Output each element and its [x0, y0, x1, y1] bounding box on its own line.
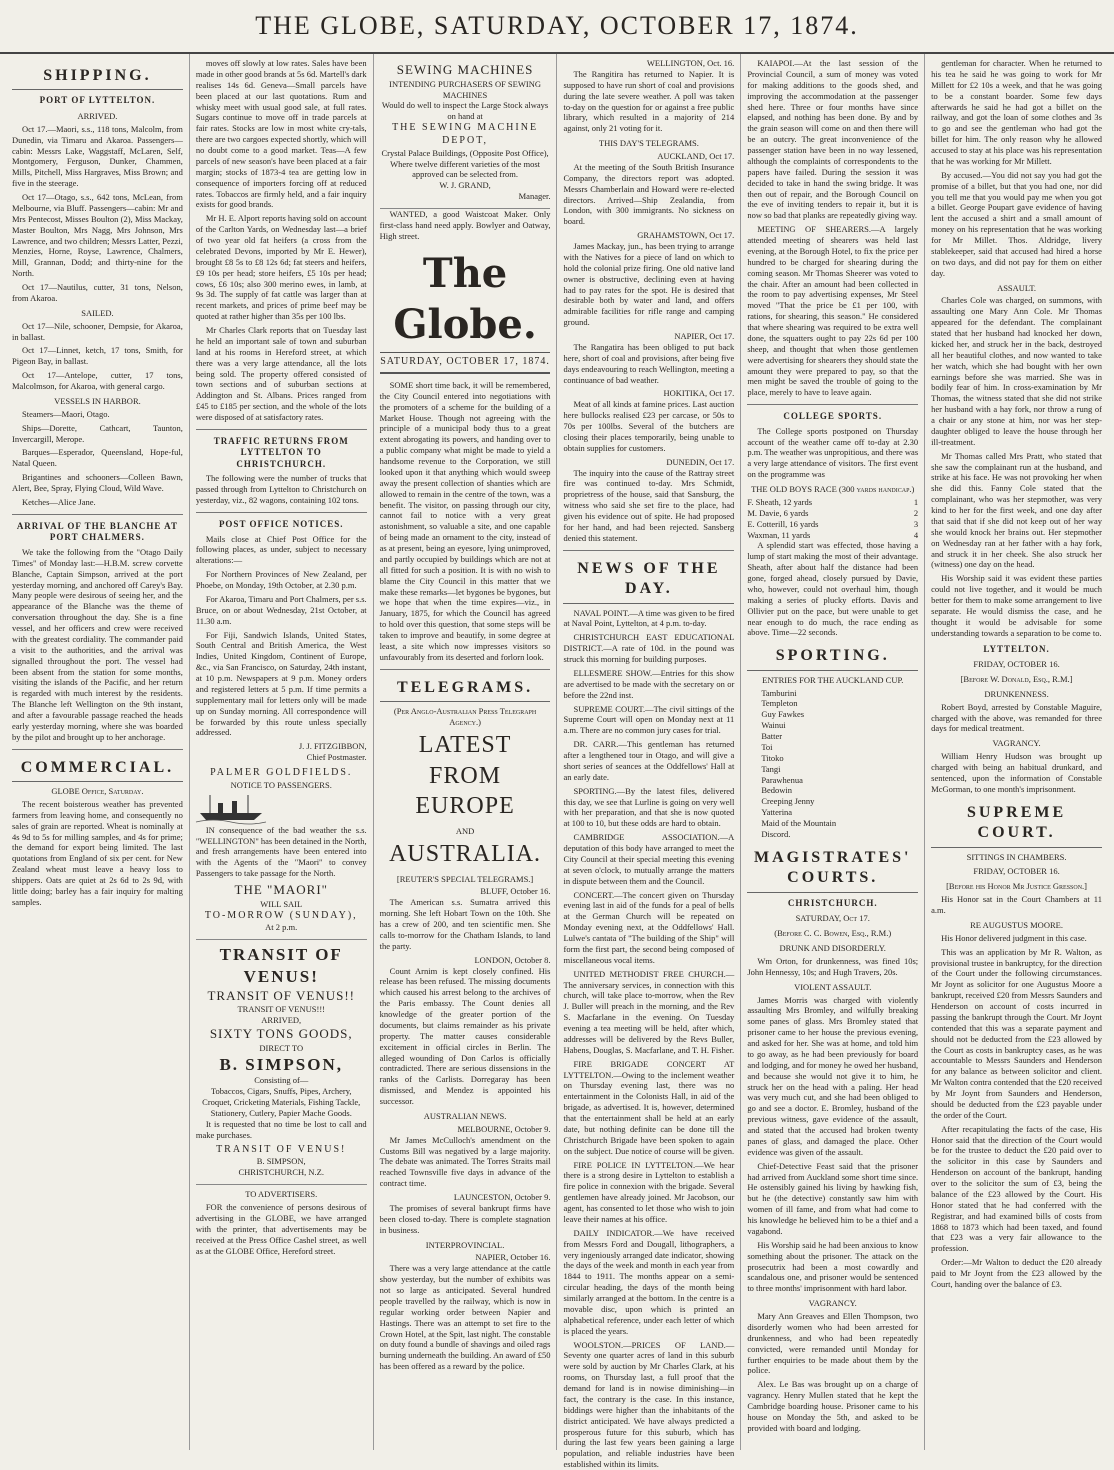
- section-title-shipping: SHIPPING.: [12, 66, 183, 90]
- article-body: There was a very large attendance at the cattle show yesterday, but the number of exhibits was not so large as anticipated. Several hundred people travelled by the railway, which is now in regular working order between Napier and Hastings. There was an attempt to set fire to the Crown Hotel, at the Spit, last night. The constable on duty found a bundle of shavings and oiled rags burning underneath the building. An award of £50 has been offered as a reward by the police.: [379, 1263, 551, 1372]
- article-body: moves off slowly at low rates. Sales have been made in other good brands at 5s 6d. Martell's dark realises 14s 6d. Geneva—Small parcels have been placed at our last quotations. Rum and whisky meet with usual good sale, at full rates. Sugars continue to move off in trade parcels at fair rates. Stocks are low in most white cry-tals, there are two cargoes expected shortly, which will no doubt come to a good market. Teas—A few parcels of new season's have been placed at a fair margin; stocks of 1873-4 tea are getting low in consequence of importers forcing off at reduced rates. Tobaccos are firmly held, and a fair inquiry exists for good brands.: [195, 58, 367, 210]
- article-body: Alex. Le Bas was brought up on a charge of vagrancy. Henry Mullen stated that he kept the Cambridge boarding house. Prisoner came to his house on Monday the 5th, and asked to be provided with board and lodging.: [747, 1379, 919, 1433]
- harbor-entry: Brigantines and schooners—Colleen Bawn, Alert, Bee, Spray, Flying Cloud, Wild Wave.: [12, 472, 183, 494]
- news-item: FIRE POLICE IN LYTTELTON.—We hear there is a strong desire in Lyttelton to establish a fire police in connexion with the brigade. Several gentlemen have already joined. Mr Jacobson, our agent, has consented to let those who wish to join leave their names at his office.: [563, 1159, 735, 1224]
- advertisers-title: TO ADVERTISERS.: [245, 1189, 318, 1200]
- divider: [12, 749, 183, 750]
- article-body: We take the following from the "Otago Daily Times" of Monday last:—H.B.M. screw corvette Blanche, Captain Simpson, arrived at the port yesterday morning, and anchored off Carey's Bay. Many people were desirous of seeing her, and the appearance of the Blanche was the theme of conversation throughout the day. She is a fine vessel, and her officers and crew were received with the greatest cordiality. The commander paid a visit to the authorities, and the arrival was signalled throughout the port. The vessel had been absent from the station for some months, visiting the islands of the Pacific, and her return is regarded with much interest by the residents. The Blanche left Wellington on the 9th instant, and after a favourable passage reached the heads early yesterday morning, where she was boarded by the pilot and brought up to her anchorage.: [12, 546, 183, 742]
- days-telegrams-title: THIS DAY'S TELEGRAMS.: [598, 138, 699, 149]
- sittings-date: FRIDAY, OCTOBER 16.: [973, 866, 1060, 877]
- mag-date: SATURDAY, Oct 17.: [795, 913, 870, 924]
- vagrancy-title: VAGRANCY.: [808, 1298, 857, 1309]
- news-item: DAILY INDICATOR.—We have received from Messrs Ford and Dougall, lithographers, a very ingeniously arranged date indicator, showing the days of the week and month in each year from 1844 to 1911. The months appear on a semi-circular heading, the days of the month being similarly arranged at the bottom. In the centre is a movable disc, upon which is printed an alphabetical reference, under each letter of which is placed the years.: [563, 1227, 735, 1336]
- telegrams-title: TELEGRAMS.: [380, 678, 551, 702]
- direct-to: DIRECT TO: [259, 1042, 304, 1053]
- news-item: NAVAL POINT.—A time was given to be fired at Naval Point, Lyttelton, at 4 p.m. to-day.: [563, 607, 735, 629]
- and-word: AND: [455, 826, 475, 837]
- article-body: Mr H. E. Alport reports having sold on account of the Carlton Yards, on Wednesday last—a brief of two year old fat heifers (a cross from the celebrated Devons, imported by Mr E. Hewer), brought £8 5s to £8 12s 6d; fat steers and heifers, £9 10s per head; store heifers, £5 10s per head; cows, £6 10s; also 300 merino ewes, in lamb, at 9s 3d. The supply of fat cattle was larger than at recent markets, and prices of prime beef may be quoted at rather higher than 35s per 100 lbs.: [195, 213, 367, 322]
- shipping-entry: Oct 17—Linnet, ketch, 17 tons, Smith, for Pigeon Bay, in ballast.: [12, 345, 183, 367]
- race-result: [747, 519, 918, 530]
- wanted-ad: WANTED, a good Waistcoat Maker. Only first-class hand need apply. Bowlyer and Oatway, High street.: [379, 209, 551, 241]
- news-of-the-day-title: NEWS OF THE DAY.: [563, 559, 734, 604]
- news-item: DR. CARR.—This gentleman has returned after a lengthened tour in Otago, and will give a short series of seances at the Oddfellows' Hall at an early date.: [563, 739, 735, 782]
- news-item: FIRE BRIGADE CONCERT AT LYTTELTON.—Owing to the inclement weather on Thursday evening last, there was no entertainment in the Colonists Hall, in aid of the brigade, as advertised. It is, however, determined that the entertainment shall be held at an early date, but nothing definite can be done till the Christchurch Brigade have been spoken to again on the subject. Due notice of course will be given.: [563, 1058, 735, 1156]
- article-body: The promises of several bankrupt firms have been closed to-day. There is complete stagnation in business.: [379, 1202, 551, 1235]
- race-result: [747, 508, 918, 519]
- news-item: MEETING OF SHEARERS.—A largely attended meeting of shearers was held last evening, at the Borough Hotel, to fix the price per hundred to be charged for shearing during the coming season. Mr Thomas Sheerer was voted to the chair. After an amount had been collected in the room to pay advertising expenses, Mr Steel moved "That the price be £1 per 100, with rations, for shearing, this season." He considered that where shearing was required to be extra well done, the squatters ought to pay 22s 6d per 100 sheep, and thought that when those gentlemen were advertising for shearers they should state the amount they were prepared to pay, so that the men might be saved the trouble of going to the place, merely to have to leave again.: [747, 224, 919, 398]
- article-body: Charles Cole was charged, on summons, with assaulting one Mary Ann Cole. Mr Thomas appeared for the defendant. The complainant stated that her husband had knocked her down, kicked her, and struck her in the back, destroyed all her beautiful clothes, and now wanted to take her watch, which she had bought with her own earnings before she was married. She was in bodily fear of him. In cross-examination by Mr Thomas, the witness stated that she did not strike her husband with a hay fork, nor throw a rung of a chair or any stone at him, nor was her step-daughter obliged to leave the house through her ill-treatment.: [931, 295, 1102, 447]
- australian-news-title: AUSTRALIAN NEWS.: [423, 1110, 507, 1121]
- article-body: For Northern Provinces of New Zealand, per Phoebe, on Monday, 19th October, at 2.30 p.m.: [195, 569, 367, 591]
- telegrams-sub: (Per Anglo-Australian Press Telegraph Agency.): [393, 706, 537, 727]
- blanche-title: ARRIVAL OF THE BLANCHE AT PORT CHALMERS.: [16, 520, 179, 543]
- palmer-notice: NOTICE TO PASSENGERS.: [230, 779, 332, 790]
- latest-from-europe: LATEST FROM EUROPE: [415, 731, 515, 820]
- commercial-office: GLOBE Office, Saturday.: [51, 786, 144, 797]
- race-result: [747, 530, 918, 541]
- article-body: After recapitulating the facts of the case, His Honor said that the direction of the Court would be for the trustee to deduct the £20 paid over to the solicitor in this case by Saunders and Henderson on account of the bankrupt, handing over to the solicitor the sum of £3, being the balance of the £23 allowed by the Court. His Honor stated that he had conferred with the Registrar, and had examined bills of costs from 1868 to 1873 which had been taxed, and found that £23 was a very fair allowance to the profession.: [931, 1123, 1102, 1254]
- sewing-line: Where twelve different varieties of the most approved can be selected from.: [390, 158, 541, 180]
- article-body: James Morris was charged with violently assaulting Mrs Bromley, and wilfully breaking some panes of glass. Mrs Bromley stated that prisoner came to her house the previous evening, and asked for her. She was at home, and told him to go away, as he had been previously for board and lodging, and for money he owed her husband, and because she would not give it to him, he struck her on the head with a paling. Her head was very much cut, and she had been obliged to go and see a doctor. E. Bromley, husband of the previous witness, gave evidence of the assault, and stated that the accused had broken twenty panes of glass, and damaged the place. Other evidence was given of the assault.: [747, 994, 919, 1157]
- transit-line: TRANSIT OF VENUS!!: [207, 987, 355, 1003]
- supreme-court-title: SUPREME COURT.: [931, 803, 1102, 848]
- dateline: SATURDAY, OCTOBER 17, 1874.: [380, 352, 551, 374]
- race-pos: 1: [913, 496, 919, 507]
- palmer-goldfields-ad: [196, 763, 367, 940]
- goods-list: Tobaccos, Cigars, Snuffs, Pipes, Archery, Croquet, Cricketing Materials, Fishing Tackle, Stationery, Cutlery, Papier Mache Goods.: [202, 1086, 361, 1119]
- entry: Bedowin: [761, 785, 793, 796]
- harbor-entry: Ketches—Alice Jane.: [22, 496, 96, 507]
- mag-before: (Before C. C. Bowen, Esq., R.M.): [774, 928, 892, 939]
- column-4: [557, 54, 741, 1470]
- entry: Guy Fawkes: [761, 709, 805, 720]
- sewing-line: Would do well to inspect the Large Stock always on hand at: [381, 100, 549, 122]
- column-6: [925, 54, 1108, 1450]
- harbor-entry: Ships—Dorette, Cathcart, Taunton, Invercargill, Merope.: [12, 422, 183, 444]
- traffic-title: TRAFFIC RETURNS FROM LYTTELTON TO CHRISTCHURCH.: [213, 435, 349, 469]
- simpson-location: CHRISTCHURCH, N.Z.: [238, 1167, 324, 1178]
- entry: Toi: [761, 741, 773, 752]
- news-item: WOOLSTON.—PRICES OF LAND.—Seventy one quarter acres of land in this suburb were sold by auction by Mr Charles Clark, at his rooms, on Thursday last, a full proof that the demand for land is in nowise diminishing—in fact, the contrary is the case. In this instance, biddings were higher than the inhabitants of the district anticipated. We have always predicted a prosperous future for this suburb, which has during the last few years been gaining a large population, and reliable industries have been established within its limits.: [563, 1339, 735, 1470]
- sailed-label: SAILED.: [81, 307, 114, 318]
- race-pos: 3: [913, 518, 919, 529]
- steamship-icon: [196, 793, 367, 823]
- article-body: Mary Ann Greaves and Ellen Thompson, two disorderly women who had been arrested for drunkenness, and who had been repeatedly convicted, were remanded until Monday for further enquiries to be made about them by the police.: [747, 1311, 919, 1376]
- article-body: A splendid start was effected, those having a lump of start making the most of their advantage. Sheath, after about half the distance had been gone, forged ahead, closely pursued by Davie, who, however, could not overhaul him, though making a series of plucky efforts. Davis and Ollivier put on the pace, but were unable to get near enough to do much, the race ending as above. Time—22 seconds.: [747, 540, 919, 638]
- article-body: This was an application by Mr R. Walton, as provisional trustee in bankruptcy, for the direction of the Court under the following circumstances. Mr Joynt as solicitor for one Augustus Moore a bankrupt, received £20 from Messrs Saunders and Henderson on account of costs incurred in passing the bankrupt through the Court. Mr Joynt contended that this was a separate payment and should not be deducted from the £23 allowed by the Court as costs in bankruptcy cases, as he was accountable to Messrs Saunders and Henderson for any balance as between solicitor and client. Mr Walton contra contended that the £20 received by Mr Joynt from Saunders and Henderson, should be deducted from the £23 payable under the order of the Court.: [931, 946, 1102, 1120]
- article-body: The recent boisterous weather has prevented farmers from leaving home, and consequently no sales of grain are reported. Wheat is nominally at 4s 9d to 5s for milling samples, and 4s for prime; the demand for export being limited. The last quotations from England of six per cent. for New Zealand wheat must leave a heavy loss to shippers. Oats are quiet at 2s 6d to 2s 9d, with little doing; barley has a fair inquiry for malting samples.: [12, 798, 183, 907]
- article-body: Mr James McCulloch's amendment on the Customs Bill was negatived by a large majority. The debate was animated. The Torres Straits mail reached Townsville five days in advance of the contract time.: [379, 1134, 551, 1189]
- article-body: Robert Boyd, arrested by Constable Maguire, charged with the above, was remanded for three days for medical treatment.: [931, 701, 1102, 734]
- sixty-tons: SIXTY TONS GOODS,: [209, 1026, 353, 1042]
- news-item: CAMBRIDGE ASSOCIATION.—A deputation of this body have arranged to meet the City Council at their special meeting this evening at seven o'clock, to mutually arrange the matters in dispute between them and the Council.: [563, 832, 735, 886]
- entry: Batter: [761, 731, 783, 742]
- entry: Discord.: [761, 828, 791, 839]
- lyttelton-date: FRIDAY, OCTOBER 16.: [973, 659, 1060, 670]
- article-body: Wm Orton, for drunkenness, was fined 10s; John Hennessy, 10s; and Hugh Travers, 20s.: [747, 955, 919, 977]
- globe-nameplate: The Globe.: [393, 249, 537, 348]
- sewing-line: W. J. GRAND,: [439, 180, 491, 191]
- magistrates-title: MAGISTRATES' COURTS.: [747, 848, 918, 893]
- shipping-entry: Oct 17—Nautilus, cutter, 31 tons, Nelson, from Akaroa.: [12, 282, 183, 303]
- race-name: E. Cotterill, 16 yards: [747, 518, 819, 529]
- entry: Yatterina: [761, 807, 793, 818]
- post-office-title: POST OFFICE NOTICES.: [218, 519, 344, 530]
- palmer-title: PALMER GOLDFIELDS.: [210, 767, 353, 779]
- entry: Templeton: [761, 698, 798, 709]
- post-signature-role: Chief Postmaster.: [306, 752, 367, 763]
- article-body: The inquiry into the cause of the Rattray street fire was continued to-day. Mrs Schmidt, proprietress of the house, said that Sansburg, the witness who said she set fire to the place, had given his evidence out of spite. He had proposed for her hand, and had been rejected. Sansberg denied this statement.: [563, 467, 735, 543]
- article-body: Count Arnim is kept closely confined. His release has been refused. The missing documents which caused his arrest belong to the archives of the Paris embassy. The Count denies all knowledge of the greater portion of the documents, but claims remainder as his private property. The matter causes considerable excitement in official circles in Berlin. The alleged wounding of Don Carlos is officially contradicted. There are serious dissensions in the ranks of the Carlists. Dorregaray has been dismissed, and Mendez is appointed his successor.: [379, 965, 551, 1107]
- article-body: For Fiji, Sandwich Islands, United States, South Central and British America, the West Indies, United Kingdom, Continent of Europe, &c., via San Francisco, on Saturday, 24th instant, at 10 p.m. Newspapers at 9 p.m. Money orders and registered letters at 5 p.m. If time permits a supplementary mail for letters only will be made up on Sunday morning. All correspondence will be forwarded by this route unless specially addressed.: [195, 629, 367, 738]
- news-item: CHRISTCHURCH EAST EDUCATIONAL DISTRICT.—A rate of 10d. in the pound was struck this morning for building purposes.: [563, 632, 735, 665]
- column-2: [190, 54, 374, 1450]
- maori-line: THE "MAORI": [234, 882, 328, 898]
- sewing-line: THE SEWING MACHINE DEPOT,: [392, 122, 539, 146]
- sewing-line: Crystal Palace Buildings, (Opposite Post Office),: [381, 147, 549, 158]
- australia-head: AUSTRALIA.: [389, 840, 542, 867]
- article-body: Meat of all kinds at famine prices. Last auction here bullocks realised £23 per carcase, or 50s to 70s per 100lbs. Several of the butchers are closing their places temporarily, being unable to obtain supplies for customers.: [563, 399, 735, 453]
- arrived-word: ARRIVED,: [261, 1015, 302, 1026]
- divider: [196, 512, 367, 513]
- transit-of-venus-ad: [196, 940, 367, 1185]
- shipping-entry: Oct 17—Nile, schooner, Dempsie, for Akaroa, in ballast.: [12, 320, 183, 342]
- shipping-entry: Oct 17.—Maori, s.s., 118 tons, Malcolm, from Dunedin, via Timaru and Akaroa. Passengers—cabin: Messrs Lake, Waggstaff, McLaren, Self, Montgomery, Ferguson, Dunker, Chammen, Mills, Pitchell, Miss Hargraves, Miss Brown; and five in the steerage.: [12, 123, 183, 189]
- divider: [12, 514, 183, 515]
- college-sports-title: COLLEGE SPORTS.: [783, 411, 883, 422]
- harbor-entry: Steamers—Maori, Otago.: [22, 408, 110, 419]
- race-head: THE OLD BOYS RACE (300 yards handicap.): [751, 484, 915, 495]
- transit-line: TRANSIT OF VENUS!: [219, 945, 343, 987]
- lyttelton-before: [Before W. Donald, Esq., R.M.]: [960, 673, 1073, 684]
- interprovincial-title: INTERPROVINCIAL.: [425, 1239, 505, 1250]
- violent-title: VIOLENT ASSAULT.: [794, 981, 872, 992]
- shipping-entry: Oct 17—Antelope, cutter, 17 tons, Malcolmson, for Akaroa, with general cargo.: [12, 370, 183, 392]
- vagrancy-title: VAGRANCY.: [992, 738, 1041, 749]
- article-body: Chief-Detective Feast said that the prisoner had arrived from Auckland some short time since. He ostensibly gained his living by hawking fish, but he (the detective) constantly saw him with women of ill fame, and from what had come to his knowledge he believed him to be a thief and a vagabond.: [747, 1160, 919, 1236]
- race-name: F. Sheath, 12 yards: [747, 496, 813, 507]
- article-body: His Worship said it was evident these parties could not live together, and it would be much better for them to make some arrangement to live separate. He would dismiss the case, and he thought it would be advisable for some understanding towards a separation to be come to.: [931, 573, 1102, 638]
- race-name: Waxman, 11 yards: [747, 529, 811, 540]
- dateline-auckland: AUCKLAND, Oct 17.: [657, 151, 735, 161]
- sewing-machines-ad: [380, 58, 551, 209]
- transit-line: TRANSIT OF VENUS!: [216, 1143, 347, 1155]
- news-item: CONCERT.—The concert given on Thursday evening last in aid of the funds for a peal of bells at the German Church will be repeated on Monday evening next, at the Oddfellows' Hall. Lulwe's cantata of "The building of the Ship" will form the first part, the second being composed of miscellaneous vocal items.: [563, 889, 735, 965]
- entry: Parawhenua: [761, 774, 803, 785]
- article-body: William Henry Hudson was brought up charged with being an habitual drunkard, and sentenced, upon the information of Constable McGorman, to one month's imprisonment.: [931, 751, 1102, 794]
- article-body: FOR the convenience of persons desirous of advertising in the GLOBE, we have arranged with the printer, that advertisements may be received at the Press Office Cashel street, as well as at the GLOBE Office, Hereford street.: [195, 1202, 367, 1256]
- maori-line: At 2 p.m.: [265, 922, 298, 933]
- dateline-napier: NAPIER, Oct 17.: [674, 331, 735, 341]
- article-body: The College sports postponed on Thursday account of the weather came off to-day at 2.30 p.m. The weather was unpropitious, and there was a very large attendance of visitors. The first event on the programme was: [747, 425, 919, 480]
- dateline-napier: NAPIER, October 16.: [475, 1252, 551, 1263]
- race-result: [747, 497, 918, 508]
- entry: Tamburini: [761, 687, 797, 698]
- consisting: Consisting of—: [254, 1075, 309, 1086]
- requested: It is requested that no time be lost to call and make purchases.: [195, 1118, 367, 1140]
- drunk-title: DRUNK AND DISORDERLY.: [779, 943, 886, 954]
- entry: Maid of the Mountain: [761, 818, 837, 829]
- column-1: [6, 54, 190, 1450]
- dateline-launceston: LAUNCESTON, October 9.: [453, 1192, 551, 1203]
- sporting-title: SPORTING.: [747, 646, 918, 670]
- dateline-grahamstown: GRAHAMSTOWN, Oct 17.: [637, 230, 735, 241]
- simpson-name: B. SIMPSON,: [256, 1156, 306, 1167]
- editorial: SOME short time back, it will be remembered, the City Council entered into negotiations with the promoters of a scheme for the building of a Market House. Though not agreeing with the principle of a municipal body thus to a great extent abrogating its powers, and handing over to a public company what might be made to yield a handsome revenue to the Corporation, we still looked upon it that anything which would sweep away the present collection of shanties which are allowed to remain in the centre of the town, was a benefit. The visitor, on passing through our city, cannot fail to notice with a very great astonishment, so valuable a site, and one capable of being made an ornament to the city, instead of as at present, being an eyesore, lying unimproved, and partly occupied by buildings which are not at all fitted for such a position. It is with no wish to blame the City Council in this matter that we make these remarks—let bygones be bygones, but we hope that when the time expires—viz., in January, 1875, for which the Council has agreed to hold over this question, that some steps will be taken to improve and beautify, in some degree at least, a site which now impresses visitors so unfavourably from its deserted and forlorn look.: [379, 379, 551, 662]
- assault-title: ASSAULT.: [997, 282, 1037, 293]
- entry: Wainui: [761, 720, 786, 731]
- lyttelton-title: LYTTELTON.: [983, 643, 1050, 654]
- masthead: THE GLOBE, SATURDAY, OCTOBER 17, 1874.: [0, 0, 1114, 54]
- section-title-commercial: COMMERCIAL.: [12, 758, 183, 782]
- sewing-line: Manager.: [518, 191, 551, 202]
- reuters-sub: [REUTER'S SPECIAL TELEGRAMS.]: [396, 873, 534, 884]
- article-body: His Honor sat in the Court Chambers at 11 a.m.: [931, 894, 1102, 916]
- column-5: [741, 54, 925, 1450]
- article-body: By accused.—You did not say you had got the promise of a billet, but that you had one, nor did you tell me that you would pay me when you got a billet. George Poupart gave evidence of having lent the accused a shirt and a small amount of money on his representation that he was working for Mr Millet. Thos. Aldridge, livery stablekeeper, said that accused had hired a horse on two days, and did not pay for them on either day.: [931, 169, 1102, 278]
- entries-title: ENTRIES FOR THE AUCKLAND CUP.: [762, 674, 904, 685]
- entry: Titoko: [761, 752, 784, 763]
- article-body: Mails close at Chief Post Office for the following places, as under, subject to necessary alterations:—: [195, 533, 367, 566]
- article-body: gentleman for character. When he returned to his tea he said he was going to work for Mr Millett for £2 10s a week, and that he was going to be a constant boarder. Some few days afterwards he said he had got a billet on the railway, and got the loan of some clothes and 3s to go and see the gentleman who had got the billet for him. The only reason why he allowed accused to stay at his place was his representation that he was working for Mr Millett.: [931, 58, 1102, 166]
- article-body: For Akaroa, Timaru and Port Chalmers, per s.s. Bruce, on or about Wednesday, 21st October, at 11.30 a.m.: [195, 593, 367, 626]
- news-item: SPORTING.—By the latest files, delivered this day, we see that Lurline is going on very well with her preparation, and that she is now quoted at 100 to 10, but these odds are hard to obtain.: [563, 785, 735, 829]
- post-signature: J. J. FITZGIBBON,: [298, 741, 367, 752]
- maori-line: WILL SAIL: [260, 898, 303, 909]
- divider: [563, 550, 734, 551]
- entry: Tangi: [761, 763, 781, 774]
- article-body: Mr Charles Clark reports that on Tuesday last he held an important sale of town and suburban land at his rooms in Hereford street, at which there was a very large attendance, all the lots being sold. The property offered consisted of town sections and of suburban sections at Addington and St. Albans. Prices ranged from £45 to £185 per section, and the whole of the lots were disposed of at satisfactory rates.: [195, 325, 367, 422]
- race-pos: 2: [913, 507, 919, 518]
- dateline-melbourne: MELBOURNE, October 9.: [457, 1123, 551, 1134]
- mag-city: CHRISTCHURCH.: [787, 897, 878, 908]
- sewing-line: INTENDING PURCHASERS OF SEWING MACHINES: [389, 78, 541, 100]
- moore-title: RE AUGUSTUS MOORE.: [970, 919, 1063, 930]
- port-title: PORT OF LYTTELTON.: [39, 95, 156, 106]
- arrived-label: ARRIVED.: [77, 110, 118, 121]
- sewing-line: SEWING MACHINES: [396, 62, 534, 77]
- news-item: ELLESMERE SHOW.—Entries for this show are advertised to be made with the secretary on or before the 22nd inst.: [563, 667, 735, 700]
- article-body: His Worship said he had been anxious to know something about the prisoner. The attack on the prosecutrix had been a most cowardly and scandalous one, and prisoner would be sentenced to three months' imprisonment with hard labor.: [747, 1239, 919, 1294]
- drunkenness-title: DRUNKENNESS.: [984, 688, 1049, 699]
- article-body: Mr Thomas called Mrs Pratt, who stated that she saw the complainant run at the husband, and strike at his face. He was not provoking her when she did this. Fanny Cole stated that the complainant, who was her stepmother, was very kind to her for the first week, and one day after that said that if she did not keep out of her way she would knock her brains out. Her stepmother on Wednesday ran at her father with a hay fork, and struck it in her cheek. She also struck her (witness) one day on the head.: [931, 450, 1102, 570]
- news-item: UNITED METHODIST FREE CHURCH.—The anniversary services, in connection with this church, will take place to-morrow, when the Rev J. Buller will preach in the morning, and the Rev S. Macfarlane in the evening. On Tuesday evening a tea meeting will be held, after which, addresses will be delivered by the Revs Buller, Habens, Douglas, S. Macfarlane, and T. H. Fisher.: [563, 968, 735, 1055]
- race-pos: 4: [913, 529, 919, 540]
- divider: [380, 669, 551, 670]
- maori-line: TO-MORROW (SUNDAY),: [204, 909, 358, 921]
- article-body: The following were the number of trucks that passed through from Lyttelton to Christchurch on yesterday, viz., 82 wagons, containing 102 tons.: [195, 473, 367, 506]
- article-body: Order:—Mr Walton to deduct the £20 already paid to Mr Joynt from the £23 allowed by the Court, handing over the balance of £3.: [931, 1257, 1102, 1289]
- article-body: The American s.s. Sumatra arrived this morning. She left Hobart Town on the 10th. She has a crew of 200, and ten scientific men. She calls to-morrow for the Chatham Islands, to land the party.: [379, 897, 551, 951]
- article-body: At the meeting of the South British Insurance Company, the directors report was adopted. Messrs Chamberlain and Howard were re-elected directors. Arrived—Ship Zealandia, from London, with 300 immigrants. No sickness on board.: [563, 161, 735, 227]
- simpson-name: B. SIMPSON,: [219, 1054, 344, 1074]
- column-3: [374, 54, 558, 1450]
- dateline-bluff: BLUFF, October 16.: [480, 886, 551, 897]
- article-body: James Mackay, jun., has been trying to arrange with the Natives for a piece of land on which to hold the colonial prize firing. One old native land owner is obstructive, declining even at having had to pay rates for the spot. He is desired that desirable both by water and land, and offers admirable facilities for rifle range and camping ground.: [563, 241, 735, 328]
- news-item: SUPREME COURT.—The civil sittings of the Supreme Court will open on Monday next at 11 a.m. There are no common jury cases for trial.: [563, 703, 735, 736]
- columns: [0, 54, 1114, 1470]
- sittings-before: [Before his Honor Mr Justice Gresson.]: [946, 881, 1087, 892]
- article-body: The Rangatira has been obliged to put back here, short of coal and provisions, after being five days endeavouring to reach Wellington, meeting a continuance of bad weather.: [563, 341, 735, 385]
- news-item: KAIAPOI.—At the last session of the Provincial Council, a sum of money was voted for making additions to the goods shed, and improving the accommodation at the passenger shed here. Three or four months have since elapsed, and nothing has been done. By and by the grain season will come on and then there will be an outcry. The great inconvenience of the passenger station have been in no way lessened, although the complaints of correspondents to the papers have failed. During the session it was decided to take in hand the swing bridge. It was then out of repair, and the Borough Council on the eve of inviting tenders to repair it, but it is now so bad that planks are repeatedly giving way.: [747, 58, 919, 221]
- harbor-entry: Barques—Esperador, Queensland, Hope-ful, Natal Queen.: [12, 447, 183, 469]
- palmer-body: IN consequence of the bad weather the s.s. "WELLINGTON" has been detained in the North, and fresh arrangements have been entered into with the Agents of the "Maori" to convey Passengers to take passage for the North.: [195, 824, 367, 879]
- divider: [196, 429, 367, 430]
- sittings-title: SITTINGS IN CHAMBERS.: [966, 851, 1067, 862]
- article-body: The Rangitira has returned to Napier. It is supposed to have run short of coal and provisions during the late severe weather. A poll was taken to-day on the question for or against a free public library, which resulted in a majority of 214 against, only 21 voting for it.: [563, 68, 735, 134]
- dateline-hokitika: HOKITIKA, Oct 17.: [663, 388, 735, 399]
- dateline-london: LONDON, October 8.: [474, 954, 551, 965]
- divider: [747, 404, 918, 405]
- dateline-wellington: WELLINGTON, Oct. 16.: [646, 58, 735, 68]
- race-name: M. Davie, 6 yards: [747, 507, 809, 518]
- dateline-dunedin: DUNEDIN, Oct 17.: [666, 456, 735, 467]
- entry: Creeping Jenny: [761, 796, 815, 807]
- transit-line: TRANSIT OF VENUS!!!: [237, 1004, 325, 1015]
- shipping-entry: Oct 17—Otago, s.s., 642 tons, McLean, from Melbourne, via Bluff. Passengers—cabin: Mr and Mrs Pentecost, Misses Boulton (2), Miss Mackay, Master Boulton, Mrs Nagg, Mrs Johnson, Mrs Lawrence, and two children; Messrs Latter, Pezzi, Menzies, Horne, Royse, Lawrence, Chalmers, Mill, Grannan, Dodd; and thirty-nine for the North.: [12, 192, 183, 279]
- harbor-label: VESSELS IN HARBOR.: [54, 395, 141, 406]
- article-body: His Honor delivered judgment in this case.: [941, 932, 1087, 943]
